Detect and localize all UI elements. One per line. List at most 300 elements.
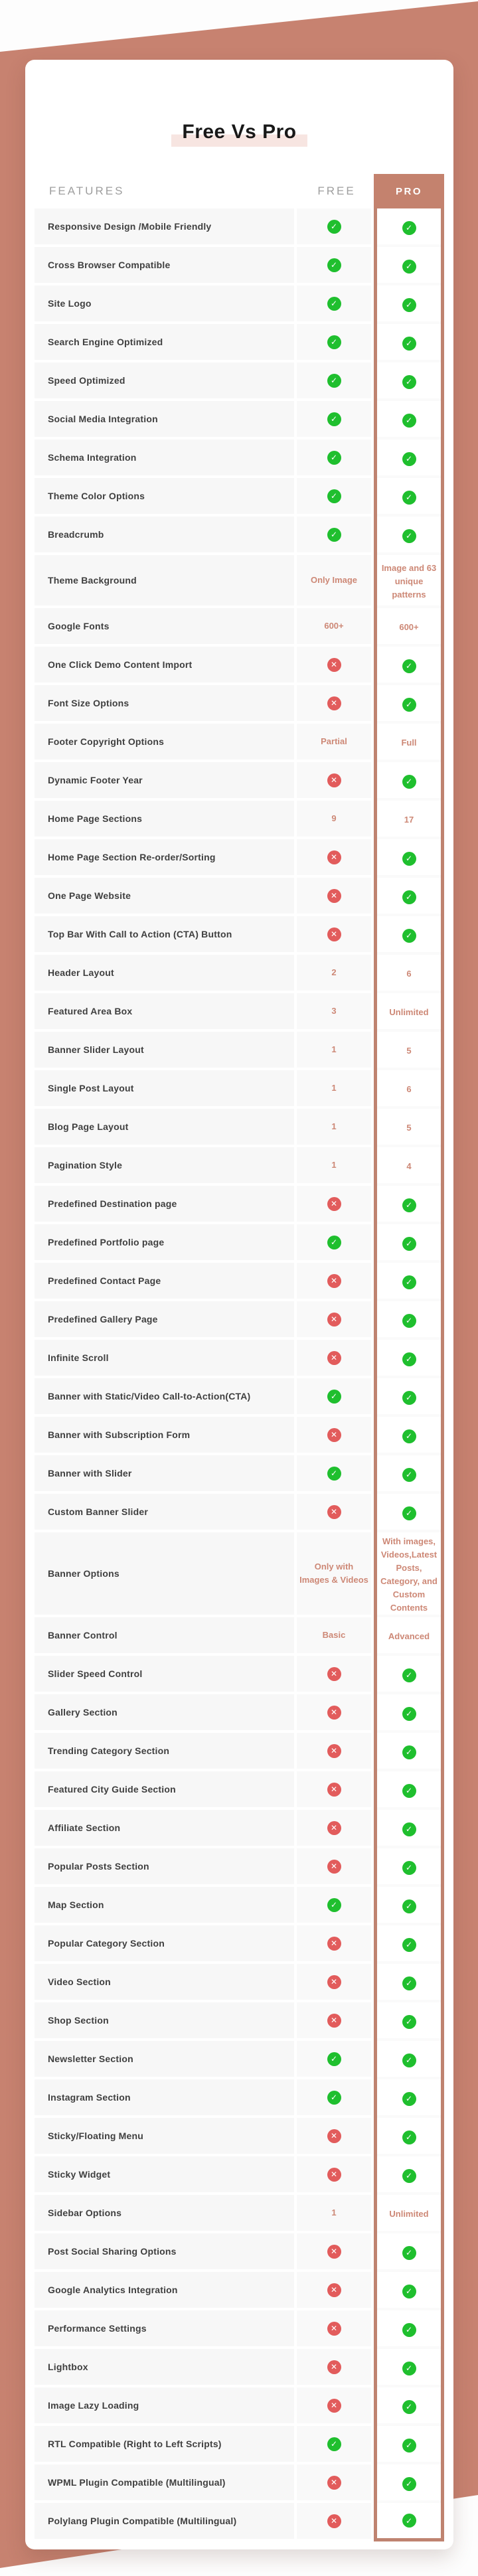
table-row xyxy=(35,1186,444,1224)
check-icon: ✓ xyxy=(402,852,416,866)
free-cell xyxy=(297,2272,371,2308)
table-row xyxy=(35,955,444,993)
check-icon: ✓ xyxy=(402,2285,416,2298)
cross-icon: ✕ xyxy=(327,2129,341,2143)
free-cell xyxy=(297,1771,371,1807)
feature-label: Map Section xyxy=(48,1899,104,1910)
check-icon: ✓ xyxy=(402,1198,416,1212)
feature-label: One Page Website xyxy=(48,890,131,901)
table-row xyxy=(35,839,444,878)
table-row xyxy=(35,1301,444,1340)
feature-label: Predefined Gallery Page xyxy=(48,1314,158,1325)
pro-cell xyxy=(374,1656,444,1694)
table-row xyxy=(35,1263,444,1301)
feature-label: Home Page Sections xyxy=(48,813,143,824)
cross-icon: ✕ xyxy=(327,850,341,864)
feature-label: Site Logo xyxy=(48,298,92,309)
cross-icon: ✕ xyxy=(327,773,341,787)
check-icon: ✓ xyxy=(402,775,416,789)
check-icon: ✓ xyxy=(402,529,416,543)
feature-value: Full xyxy=(401,737,417,748)
feature-value: 4 xyxy=(406,1161,412,1171)
cross-icon: ✕ xyxy=(327,1744,341,1758)
check-icon: ✓ xyxy=(402,221,416,235)
feature-label: Popular Posts Section xyxy=(48,1861,149,1872)
pro-cell xyxy=(374,2310,444,2349)
pro-cell xyxy=(374,724,444,762)
feature-label: Slider Speed Control xyxy=(48,1668,143,1679)
feature-value: 1 xyxy=(331,1082,337,1093)
feature-value: Only Image xyxy=(310,574,358,585)
feature-label: Custom Banner Slider xyxy=(48,1506,149,1517)
feature-label: Theme Background xyxy=(48,575,137,586)
check-icon: ✓ xyxy=(402,260,416,274)
pro-cell xyxy=(374,1771,444,1810)
check-icon: ✓ xyxy=(402,698,416,712)
feature-value: Unlimited xyxy=(389,1006,429,1017)
free-cell xyxy=(297,724,371,760)
pro-cell xyxy=(374,2503,444,2541)
check-icon: ✓ xyxy=(402,1506,416,1520)
pro-cell xyxy=(374,1070,444,1109)
feature-value: 6 xyxy=(406,968,412,979)
check-icon: ✓ xyxy=(402,2015,416,2029)
pro-cell xyxy=(374,1455,444,1494)
free-cell xyxy=(297,1224,371,1260)
pro-cell xyxy=(374,1378,444,1417)
free-cell xyxy=(297,762,371,798)
feature-label: Home Page Section Re-order/Sorting xyxy=(48,852,216,862)
free-cell xyxy=(297,685,371,721)
pro-cell xyxy=(374,801,444,839)
free-cell xyxy=(297,1455,371,1491)
free-cell xyxy=(297,2503,371,2539)
feature-value: 9 xyxy=(331,813,337,823)
free-cell xyxy=(297,2156,371,2192)
feature-label: Featured Area Box xyxy=(48,1006,133,1016)
cross-icon: ✕ xyxy=(327,2168,341,2182)
pro-cell xyxy=(374,762,444,801)
table-row xyxy=(35,2002,444,2041)
pro-cell xyxy=(374,324,444,362)
free-cell xyxy=(297,1263,371,1299)
check-icon: ✓ xyxy=(327,1390,341,1404)
table-row xyxy=(35,2272,444,2310)
free-cell xyxy=(297,247,371,283)
table-row xyxy=(35,762,444,801)
cross-icon: ✕ xyxy=(327,696,341,710)
feature-label: Featured City Guide Section xyxy=(48,1784,176,1795)
table-row xyxy=(35,2233,444,2272)
feature-label: RTL Compatible (Right to Left Scripts) xyxy=(48,2439,222,2449)
check-icon: ✓ xyxy=(402,929,416,943)
free-cell xyxy=(297,955,371,991)
table-row xyxy=(35,1656,444,1694)
table-row xyxy=(35,208,444,247)
free-cell xyxy=(297,1032,371,1068)
cross-icon: ✕ xyxy=(327,2283,341,2297)
check-icon: ✓ xyxy=(402,2053,416,2067)
feature-label: Sticky Widget xyxy=(48,2169,111,2180)
feature-value: 600+ xyxy=(324,620,344,631)
feature-label: Banner with Subscription Form xyxy=(48,1429,191,1440)
pro-cell xyxy=(374,878,444,916)
check-icon: ✓ xyxy=(402,1784,416,1798)
check-icon: ✓ xyxy=(327,1467,341,1481)
check-icon: ✓ xyxy=(402,375,416,389)
table-row xyxy=(35,1733,444,1771)
free-cell xyxy=(297,2310,371,2346)
table-row xyxy=(35,2349,444,2387)
check-icon: ✓ xyxy=(402,2169,416,2183)
feature-value: 1 xyxy=(331,1044,337,1054)
check-icon: ✓ xyxy=(402,2131,416,2144)
pro-cell xyxy=(374,362,444,401)
pro-cell xyxy=(374,1964,444,2002)
check-icon: ✓ xyxy=(402,1468,416,1482)
table-row xyxy=(35,478,444,517)
feature-label: Trending Category Section xyxy=(48,1745,170,1756)
feature-value: Only with Images & Videos xyxy=(299,1561,368,1585)
feature-label: Banner Slider Layout xyxy=(48,1044,144,1055)
pro-cell xyxy=(374,1301,444,1340)
pro-cell xyxy=(374,2079,444,2118)
table-row xyxy=(35,2118,444,2156)
check-icon: ✓ xyxy=(327,220,341,234)
check-icon: ✓ xyxy=(402,1429,416,1443)
free-cell xyxy=(297,1887,371,1923)
table-row xyxy=(35,1378,444,1417)
feature-value: Advanced xyxy=(388,1631,430,1641)
table-row xyxy=(35,993,444,1032)
feature-label: Font Size Options xyxy=(48,698,129,708)
feature-label: Banner with Static/Video Call-to-Action(CTA) xyxy=(48,1391,251,1402)
free-cell xyxy=(297,1848,371,1884)
free-cell xyxy=(297,1964,371,2000)
pro-cell xyxy=(374,685,444,724)
feature-label: Google Fonts xyxy=(48,621,110,631)
table-row xyxy=(35,2464,444,2503)
feature-label: Performance Settings xyxy=(48,2323,147,2334)
table-row xyxy=(35,2079,444,2118)
feature-value: Image and 63 unique patterns xyxy=(381,562,437,600)
feature-label: Banner with Slider xyxy=(48,1468,132,1479)
feature-label: Popular Category Section xyxy=(48,1938,165,1949)
table-header xyxy=(35,174,444,208)
free-cell xyxy=(297,2387,371,2423)
table-row xyxy=(35,2041,444,2079)
free-cell xyxy=(297,517,371,552)
pro-cell xyxy=(374,2118,444,2156)
table-row xyxy=(35,1032,444,1070)
cross-icon: ✕ xyxy=(327,1860,341,1874)
feature-value: 6 xyxy=(406,1084,412,1094)
table-row xyxy=(35,324,444,362)
table-row xyxy=(35,247,444,285)
feature-label: Dynamic Footer Year xyxy=(48,775,143,785)
table-row xyxy=(35,1109,444,1147)
feature-label: WPML Plugin Compatible (Multilingual) xyxy=(48,2477,226,2488)
table-row xyxy=(35,285,444,324)
table-row xyxy=(35,685,444,724)
table-row xyxy=(35,2503,444,2541)
free-cell xyxy=(297,362,371,398)
cross-icon: ✕ xyxy=(327,1821,341,1835)
free-cell xyxy=(297,440,371,475)
check-icon: ✓ xyxy=(402,1237,416,1251)
table-row xyxy=(35,2426,444,2464)
feature-label: Google Analytics Integration xyxy=(48,2285,178,2295)
feature-label: Cross Browser Compatible xyxy=(48,260,171,270)
check-icon: ✓ xyxy=(327,1236,341,1249)
free-cell xyxy=(297,478,371,514)
page-title xyxy=(35,121,444,143)
pro-cell xyxy=(374,2349,444,2387)
free-cell xyxy=(297,1532,371,1615)
pro-cell xyxy=(374,1417,444,1455)
pro-cell xyxy=(374,993,444,1032)
feature-label: Lightbox xyxy=(48,2362,88,2372)
cross-icon: ✕ xyxy=(327,1313,341,1327)
check-icon: ✓ xyxy=(402,2092,416,2106)
feature-value: 5 xyxy=(406,1045,412,1056)
pro-cell xyxy=(374,2426,444,2464)
free-cell xyxy=(297,878,371,914)
free-cell xyxy=(297,1810,371,1846)
pro-cell xyxy=(374,2464,444,2503)
free-cell xyxy=(297,285,371,321)
pro-cell xyxy=(374,1032,444,1070)
comparison-table xyxy=(35,174,444,2541)
cross-icon: ✕ xyxy=(327,1937,341,1951)
header-pro: PRO xyxy=(374,174,444,208)
pro-cell xyxy=(374,440,444,478)
cross-icon: ✕ xyxy=(327,1783,341,1797)
header-free: FREE xyxy=(317,185,356,197)
feature-value: Unlimited xyxy=(389,2208,429,2219)
free-cell xyxy=(297,2195,371,2231)
free-cell xyxy=(297,2118,371,2154)
pro-cell xyxy=(374,608,444,647)
feature-label: Newsletter Section xyxy=(48,2053,133,2064)
feature-value: Basic xyxy=(322,1629,346,1640)
check-icon: ✓ xyxy=(327,258,341,272)
cross-icon: ✕ xyxy=(327,1351,341,1365)
free-cell xyxy=(297,1494,371,1530)
feature-label: Blog Page Layout xyxy=(48,1121,129,1132)
pro-cell xyxy=(374,2233,444,2272)
check-icon: ✓ xyxy=(327,412,341,426)
check-icon: ✓ xyxy=(327,297,341,311)
free-cell xyxy=(297,1147,371,1183)
free-cell xyxy=(297,608,371,644)
feature-label: Top Bar With Call to Action (CTA) Button xyxy=(48,929,232,939)
check-icon: ✓ xyxy=(402,890,416,904)
table-row xyxy=(35,1771,444,1810)
check-icon: ✓ xyxy=(402,1861,416,1875)
table-row xyxy=(35,608,444,647)
check-icon: ✓ xyxy=(402,1668,416,1682)
check-icon: ✓ xyxy=(402,1899,416,1913)
table-row xyxy=(35,1617,444,1656)
check-icon: ✓ xyxy=(327,2437,341,2451)
feature-label: Sticky/Floating Menu xyxy=(48,2131,144,2141)
pro-cell xyxy=(374,1109,444,1147)
feature-label: Header Layout xyxy=(48,967,114,978)
table-row xyxy=(35,1694,444,1733)
check-icon: ✓ xyxy=(402,1707,416,1721)
table-row xyxy=(35,517,444,555)
table-row xyxy=(35,401,444,440)
check-icon: ✓ xyxy=(327,374,341,388)
cross-icon: ✕ xyxy=(327,889,341,903)
check-icon: ✓ xyxy=(327,451,341,465)
free-cell xyxy=(297,2426,371,2462)
table-row xyxy=(35,1925,444,1964)
cross-icon: ✕ xyxy=(327,2476,341,2490)
free-cell xyxy=(297,2464,371,2500)
cross-icon: ✕ xyxy=(327,658,341,672)
free-cell xyxy=(297,1109,371,1145)
check-icon: ✓ xyxy=(327,335,341,349)
free-cell xyxy=(297,1417,371,1453)
pro-cell xyxy=(374,1494,444,1532)
pro-cell xyxy=(374,247,444,285)
table-row xyxy=(35,1147,444,1186)
table-row xyxy=(35,801,444,839)
feature-label: Pagination Style xyxy=(48,1160,123,1170)
feature-label: Banner Control xyxy=(48,1630,118,1641)
table-row xyxy=(35,1532,444,1617)
feature-value: Partial xyxy=(321,736,347,746)
check-icon: ✓ xyxy=(402,1976,416,1990)
pro-cell xyxy=(374,1925,444,1964)
feature-value: 5 xyxy=(406,1122,412,1133)
check-icon: ✓ xyxy=(402,2323,416,2337)
free-cell xyxy=(297,1301,371,1337)
pro-cell xyxy=(374,208,444,247)
free-cell xyxy=(297,2041,371,2077)
feature-label: Footer Copyright Options xyxy=(48,736,165,747)
pro-cell xyxy=(374,2041,444,2079)
table-row xyxy=(35,724,444,762)
feature-label: Image Lazy Loading xyxy=(48,2400,139,2411)
feature-label: Video Section xyxy=(48,1976,111,1987)
table-row xyxy=(35,1848,444,1887)
feature-label: Predefined Contact Page xyxy=(48,1275,161,1286)
table-row xyxy=(35,1494,444,1532)
free-cell xyxy=(297,324,371,360)
check-icon: ✓ xyxy=(327,489,341,503)
feature-label: One Click Demo Content Import xyxy=(48,659,193,670)
feature-label: Instagram Section xyxy=(48,2092,131,2103)
free-cell xyxy=(297,1694,371,1730)
table-row xyxy=(35,1340,444,1378)
free-cell xyxy=(297,208,371,244)
free-cell xyxy=(297,839,371,875)
cross-icon: ✕ xyxy=(327,927,341,941)
free-cell xyxy=(297,993,371,1029)
pro-cell xyxy=(374,478,444,517)
feature-label: Polylang Plugin Compatible (Multilingual) xyxy=(48,2516,237,2526)
feature-label: Social Media Integration xyxy=(48,414,158,424)
cross-icon: ✕ xyxy=(327,1274,341,1288)
feature-label: Breadcrumb xyxy=(48,529,104,540)
check-icon: ✓ xyxy=(402,452,416,466)
check-icon: ✓ xyxy=(402,2362,416,2375)
free-cell xyxy=(297,916,371,952)
pro-cell xyxy=(374,1810,444,1848)
check-icon: ✓ xyxy=(402,1352,416,1366)
check-icon: ✓ xyxy=(402,2439,416,2453)
pro-cell xyxy=(374,2272,444,2310)
cross-icon: ✕ xyxy=(327,1505,341,1519)
pro-cell xyxy=(374,2156,444,2195)
check-icon: ✓ xyxy=(402,1822,416,1836)
feature-label: Predefined Destination page xyxy=(48,1198,177,1209)
feature-value: 600+ xyxy=(399,621,419,632)
table-row xyxy=(35,2195,444,2233)
pro-cell xyxy=(374,285,444,324)
table-row xyxy=(35,362,444,401)
free-cell xyxy=(297,555,371,605)
free-cell xyxy=(297,1186,371,1222)
feature-label: Speed Optimized xyxy=(48,375,125,386)
table-row xyxy=(35,2310,444,2349)
check-icon: ✓ xyxy=(402,2514,416,2528)
free-cell xyxy=(297,1656,371,1692)
feature-label: Single Post Layout xyxy=(48,1083,134,1093)
free-cell xyxy=(297,401,371,437)
feature-value: 1 xyxy=(331,1159,337,1170)
check-icon: ✓ xyxy=(402,659,416,673)
pro-cell xyxy=(374,555,444,608)
cross-icon: ✕ xyxy=(327,1667,341,1681)
check-icon: ✓ xyxy=(402,491,416,505)
cross-icon: ✕ xyxy=(327,2245,341,2259)
free-cell xyxy=(297,1733,371,1769)
free-cell xyxy=(297,1340,371,1376)
pro-cell xyxy=(374,1340,444,1378)
pro-cell xyxy=(374,955,444,993)
table-body xyxy=(35,208,444,2541)
cross-icon: ✕ xyxy=(327,1428,341,1442)
pro-cell xyxy=(374,1694,444,1733)
pro-cell xyxy=(374,647,444,685)
feature-value: 3 xyxy=(331,1005,337,1016)
table-row xyxy=(35,1887,444,1925)
title-highlight: Free Vs Pro xyxy=(171,121,307,147)
check-icon: ✓ xyxy=(402,414,416,428)
feature-value: 17 xyxy=(404,814,414,825)
feature-value: 2 xyxy=(331,967,337,977)
free-cell xyxy=(297,2349,371,2385)
pro-cell xyxy=(374,839,444,878)
free-cell xyxy=(297,1617,371,1653)
cross-icon: ✕ xyxy=(327,1975,341,1989)
cross-icon: ✕ xyxy=(327,2322,341,2336)
pro-cell xyxy=(374,1147,444,1186)
check-icon: ✓ xyxy=(402,1275,416,1289)
free-cell xyxy=(297,1378,371,1414)
pro-cell xyxy=(374,517,444,555)
cross-icon: ✕ xyxy=(327,1706,341,1720)
table-row xyxy=(35,1810,444,1848)
pro-cell xyxy=(374,401,444,440)
pro-cell xyxy=(374,2387,444,2426)
check-icon: ✓ xyxy=(402,337,416,351)
check-icon: ✓ xyxy=(327,1898,341,1912)
